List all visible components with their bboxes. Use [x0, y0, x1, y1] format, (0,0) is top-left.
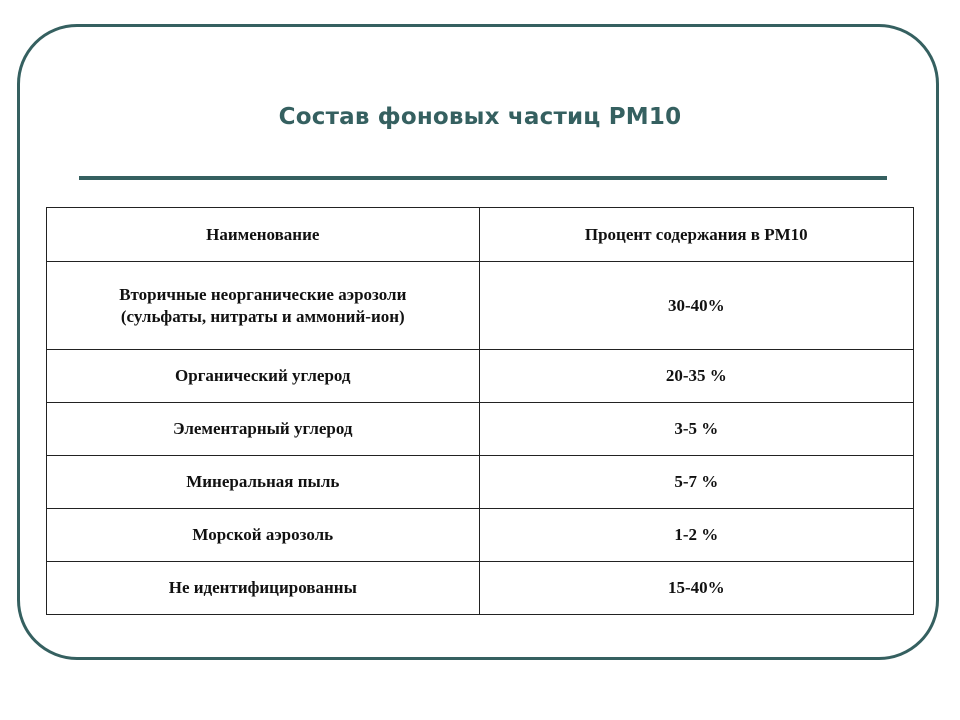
row-percent: 15-40% — [479, 562, 913, 615]
title-divider — [79, 176, 887, 180]
table-row — [47, 403, 914, 456]
row-percent: 1-2 % — [479, 509, 913, 562]
row-percent: 30-40% — [479, 262, 913, 350]
row-name-line2: (сульфаты, нитраты и аммоний-ион) — [120, 306, 405, 326]
table-header-row — [47, 208, 914, 262]
composition-table — [46, 207, 914, 615]
header-percent: Процент содержания в PM10 — [479, 208, 913, 262]
header-name: Наименование — [47, 208, 480, 262]
table-row — [47, 350, 914, 403]
row-name-cell — [47, 262, 480, 350]
row-name: Органический углерод — [47, 350, 480, 403]
row-name-line1: Вторичные неорганические аэрозоли — [119, 284, 407, 304]
table-row — [47, 562, 914, 615]
row-percent: 20-35 % — [479, 350, 913, 403]
row-percent: 3-5 % — [479, 403, 913, 456]
slide-title: Состав фоновых частиц PM10 — [278, 104, 682, 130]
row-name: Не идентифицированны — [47, 562, 480, 615]
row-percent: 5-7 % — [479, 456, 913, 509]
row-name: Морской аэрозоль — [47, 509, 480, 562]
table-row — [47, 509, 914, 562]
table-row — [47, 456, 914, 509]
row-name: Минеральная пыль — [47, 456, 480, 509]
table-row — [47, 262, 914, 350]
row-name: Элементарный углерод — [47, 403, 480, 456]
